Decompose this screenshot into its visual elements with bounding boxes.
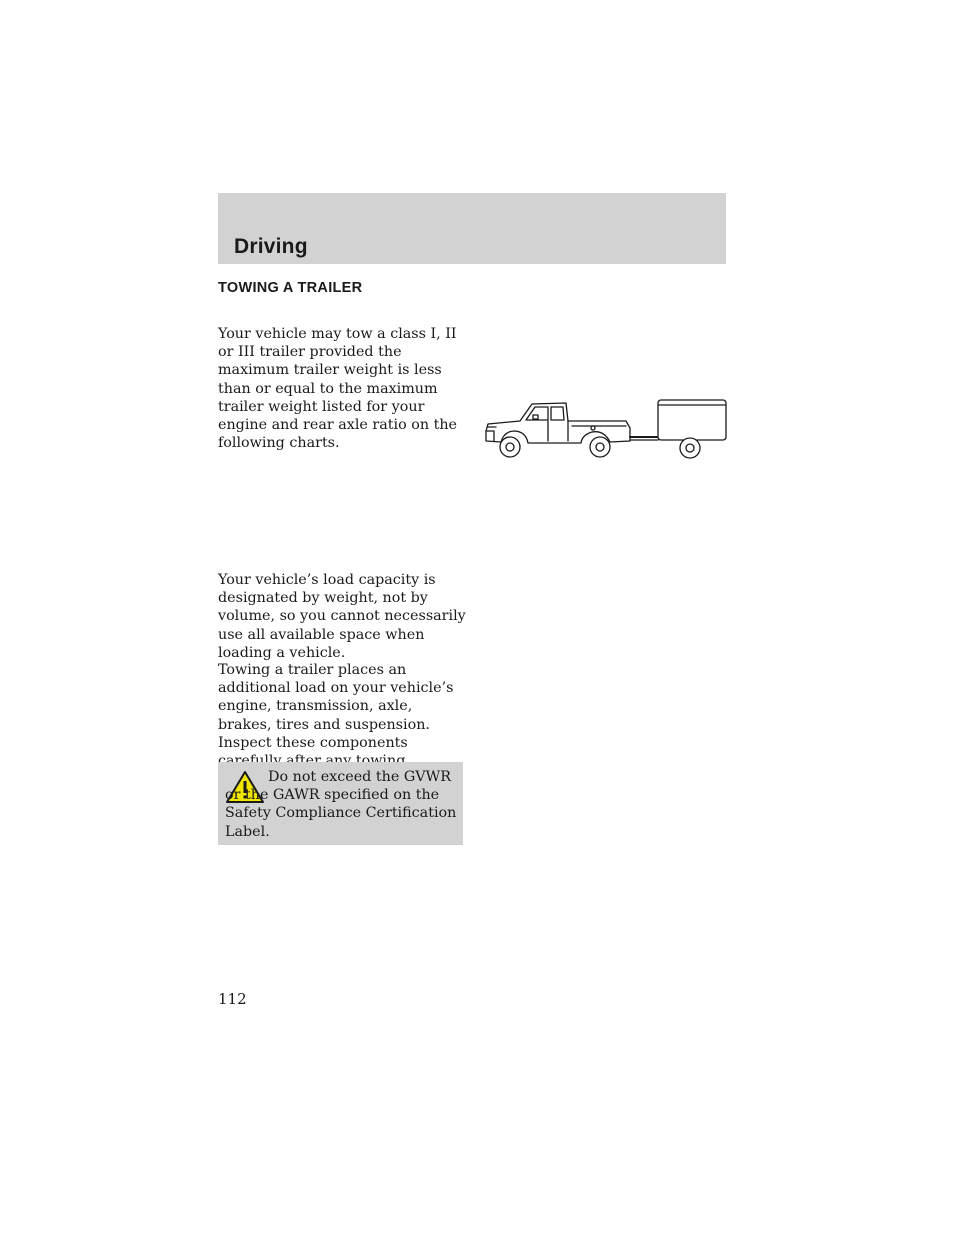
warning-box bbox=[218, 762, 463, 845]
truck-towing-trailer-icon bbox=[480, 395, 730, 465]
page-number: 112 bbox=[218, 990, 247, 1008]
paragraph-towing-load: Towing a trailer places an additional load on your vehicle’s engine, transmission, axle, brakes, tires and suspension. Inspect these components bbox=[218, 662, 454, 751]
section-header-band bbox=[218, 193, 726, 264]
section-header-title: Driving bbox=[234, 235, 308, 258]
paragraph-trailer-class: Your vehicle may tow a class I, II or III trailer provided the maximum trailer weight is less than or equal to the maximum trailer weight listed for your engine and rear axle ratio on the following charts. bbox=[218, 326, 457, 452]
paragraph-load-capacity: Your vehicle’s load capacity is designated by weight, not by volume, so you cannot necessarily use all available space when loading a vehicle. bbox=[218, 572, 466, 661]
warning-text: Do not exceed the GVWR or the GAWR specified on the Safety Compliance Certification Label. bbox=[225, 769, 457, 840]
section-heading: TOWING A TRAILER bbox=[218, 280, 363, 296]
